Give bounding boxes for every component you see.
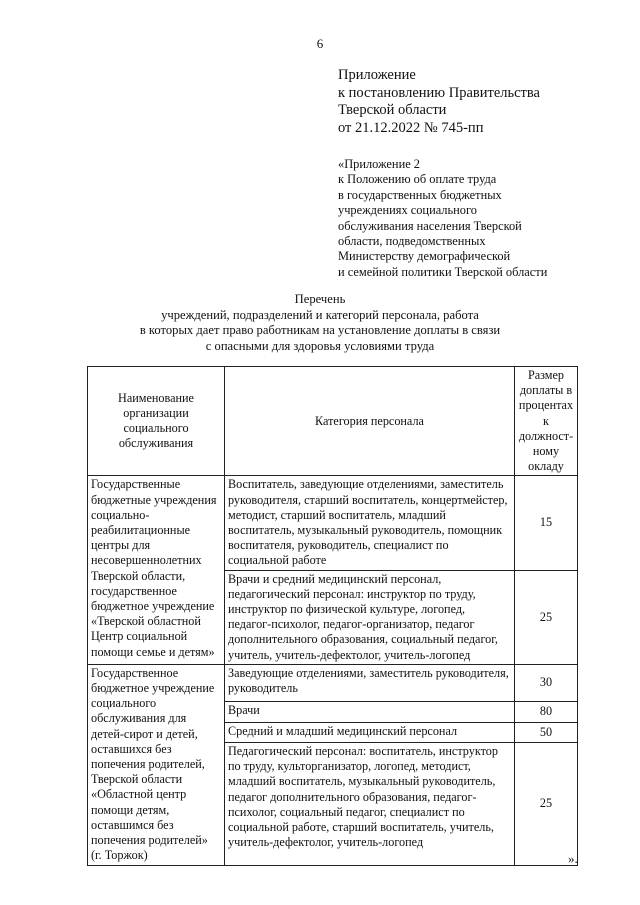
approval-line: Приложение — [338, 67, 416, 83]
table-row — [88, 476, 578, 570]
table-row — [88, 664, 578, 701]
value-cell: 15 — [515, 476, 578, 570]
title-line: учреждений, подразделений и категорий персонала, работа — [161, 307, 479, 322]
document-title — [80, 292, 560, 354]
approval-line: от 21.12.2022 № 745-пп — [338, 119, 484, 136]
approval-line: Тверской области — [338, 102, 447, 118]
personnel-table — [87, 366, 578, 866]
closing-mark: ». — [568, 851, 578, 866]
value-cell: 30 — [515, 664, 578, 701]
category-cell: Средний и младший медицинский персонал — [225, 722, 515, 742]
approval-block — [338, 67, 628, 137]
category-cell: Врачи и средний медицинский персонал, педагогический персонал: инструктор по труду, инструктор по физической культуре, логопед, педагог-психолог, педагог-организатор, педагог дополнительного образования, социальный педагог, учитель, учитель-дефектолог, учитель-логопед — [225, 570, 515, 664]
category-cell: Воспитатель, заведующие отделениями, заместитель руководителя, старший воспитатель, концертмейстер, методист, старший воспитатель, младший воспитатель, музыкальный руководитель, помощник воспитателя, руководитель, специалист по социальной работе — [225, 476, 515, 570]
value-cell: 80 — [515, 702, 578, 722]
annex-line: области, подведомственных — [338, 234, 486, 249]
header-size: Размер доплаты в процентах к должност-ному окладу — [515, 367, 578, 476]
annex-line: Министерству демографической — [338, 249, 511, 264]
category-cell: Заведующие отделениями, заместитель руководителя, руководитель — [225, 664, 515, 701]
org-cell: Государственные бюджетные учреждения социально-реабилитационные центры для несовершеннолетних Тверской области, государственное бюджетное учреждение «Тверской областной Центр социальной помощи семье и детям» — [88, 476, 225, 664]
title-line: с опасными для здоровья условиями труда — [205, 338, 435, 353]
approval-line: к постановлению Правительства — [338, 84, 540, 101]
category-cell: Педагогический персонал: воспитатель, инструктор по труду, культорганизатор, логопед, методист, младший воспитатель, музыкальный руководитель, педагог дополнительного образования, педагог-психолог, социальный педагог, специалист по социальной работе, старший воспитатель, учитель, учитель-дефектолог, учитель-логопед — [225, 743, 515, 866]
annex-line: к Положению об оплате труда — [338, 172, 497, 187]
org-cell: Государственное бюджетное учреждение социального обслуживания для детей-сирот и детей, оставшихся без попечения родителей, Тверской области «Областной центр помощи детям, оставшимся без попечения родителей» (г. Торжок) — [88, 664, 225, 865]
annex-line: «Приложение 2 — [338, 157, 420, 171]
header-org: Наименование организации социального обслуживания — [88, 367, 225, 476]
title-line: Перечень — [294, 292, 346, 306]
value-cell: 25 — [515, 743, 578, 866]
title-line: в которых дает право работникам на установление доплаты в связи — [139, 323, 501, 338]
annex-line: и семейной политики Тверской области — [338, 264, 548, 279]
annex-line: учреждениях социального — [338, 203, 477, 218]
header-category: Категория персонала — [225, 367, 515, 476]
annex-line: в государственных бюджетных — [338, 187, 502, 202]
annex-line: обслуживания населения Тверской — [338, 218, 522, 233]
category-cell: Врачи — [225, 702, 515, 722]
table-header-row — [88, 367, 578, 476]
page-number: 6 — [316, 36, 324, 51]
value-cell: 25 — [515, 570, 578, 664]
value-cell: 50 — [515, 722, 578, 742]
annex-block — [338, 157, 628, 280]
